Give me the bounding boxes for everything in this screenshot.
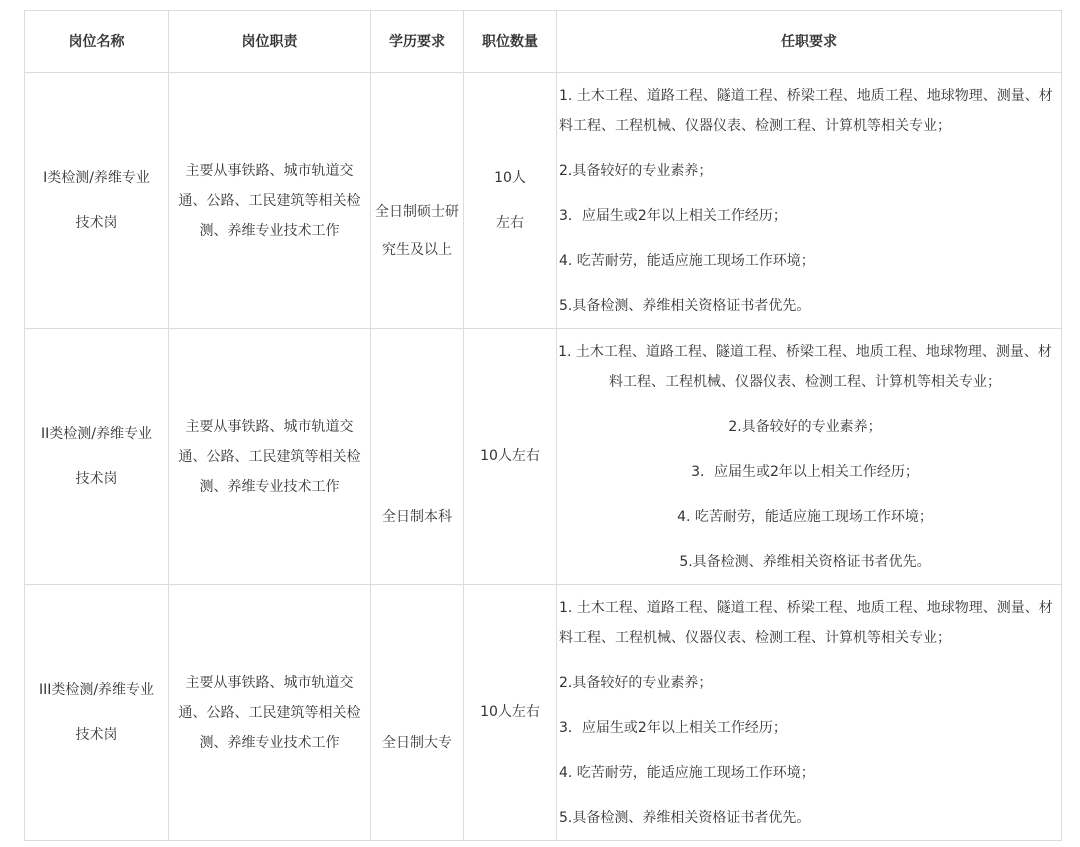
header-position-name: 岗位名称	[25, 11, 169, 73]
requirement-item: 2.具备较好的专业素养；	[559, 162, 713, 179]
duty-cell	[169, 585, 371, 841]
education-cell	[371, 329, 464, 585]
requirements-cell	[557, 585, 1062, 841]
table-row	[25, 73, 1062, 329]
requirement-item: 3．应届生或2年以上相关工作经历；	[559, 207, 787, 224]
duty-text: 主要从事铁路、城市轨道交通、公路、工民建筑等相关检测、养维专业技术工作	[178, 162, 361, 239]
requirement-item: 5.具备检测、养维相关资格证书者优先。	[559, 297, 811, 314]
requirements-cell	[557, 329, 1062, 585]
requirement-item: 1. 土木工程、道路工程、隧道工程、桥梁工程、地质工程、地球物理、测量、材料工程、工程机械、仪器仪表、检测工程、计算机等相关专业；	[559, 599, 1053, 646]
position-name-line1: III类检测/养维专业	[38, 681, 155, 698]
requirement-item: 2.具备较好的专业素养；	[728, 418, 882, 435]
requirement-item: 5.具备检测、养维相关资格证书者优先。	[559, 809, 811, 826]
position-name-cell	[25, 73, 169, 329]
requirement-item: 1. 土木工程、道路工程、隧道工程、桥梁工程、地质工程、地球物理、测量、材料工程、工程机械、仪器仪表、检测工程、计算机等相关专业；	[559, 87, 1053, 134]
duty-text: 主要从事铁路、城市轨道交通、公路、工民建筑等相关检测、养维专业技术工作	[178, 674, 361, 751]
duty-cell	[169, 329, 371, 585]
requirement-item: 4. 吃苦耐劳，能适应施工现场工作环境；	[677, 508, 933, 525]
count-line1: 10人	[494, 169, 526, 186]
header-requirements: 任职要求	[557, 11, 1062, 73]
education-text: 全日制大专	[382, 734, 452, 751]
position-name-line2: 技术岗	[75, 470, 118, 487]
job-positions-table	[24, 10, 1062, 841]
count-text: 10人左右	[480, 704, 540, 720]
table-row	[25, 329, 1062, 585]
count-cell	[464, 329, 557, 585]
table-row	[25, 585, 1062, 841]
duty-cell	[169, 73, 371, 329]
education-cell	[371, 585, 464, 841]
requirements-cell	[557, 73, 1062, 329]
position-name-line2: 技术岗	[75, 726, 118, 743]
position-name-line2: 技术岗	[75, 214, 118, 231]
requirement-item: 4. 吃苦耐劳，能适应施工现场工作环境；	[559, 252, 815, 269]
position-name-line1: I类检测/养维专业	[43, 169, 150, 186]
position-name-cell	[25, 329, 169, 585]
table-header-row	[25, 11, 1062, 73]
count-cell	[464, 585, 557, 841]
count-line2: 左右	[496, 214, 524, 231]
education-text: 全日制本科	[382, 508, 452, 525]
header-count: 职位数量	[464, 11, 557, 73]
requirement-item: 3．应届生或2年以上相关工作经历；	[691, 463, 919, 480]
requirement-item: 5.具备检测、养维相关资格证书者优先。	[679, 553, 931, 570]
requirements-list	[557, 593, 1061, 833]
requirement-item: 1. 土木工程、道路工程、隧道工程、桥梁工程、地质工程、地球物理、测量、材料工程、工程机械、仪器仪表、检测工程、计算机等相关专业；	[558, 343, 1052, 390]
requirements-list	[557, 81, 1061, 321]
requirement-item: 4. 吃苦耐劳，能适应施工现场工作环境；	[559, 764, 815, 781]
education-text: 全日制硕士研究生及以上	[375, 203, 459, 258]
education-cell	[371, 73, 464, 329]
position-name-line1: II类检测/养维专业	[41, 425, 152, 442]
requirement-item: 3．应届生或2年以上相关工作经历；	[559, 719, 787, 736]
count-cell	[464, 73, 557, 329]
count-text: 10人左右	[480, 448, 540, 464]
header-duty: 岗位职责	[169, 11, 371, 73]
requirement-item: 2.具备较好的专业素养；	[559, 674, 713, 691]
header-education: 学历要求	[371, 11, 464, 73]
position-name-cell	[25, 585, 169, 841]
duty-text: 主要从事铁路、城市轨道交通、公路、工民建筑等相关检测、养维专业技术工作	[178, 418, 361, 495]
requirements-list	[557, 337, 1061, 577]
